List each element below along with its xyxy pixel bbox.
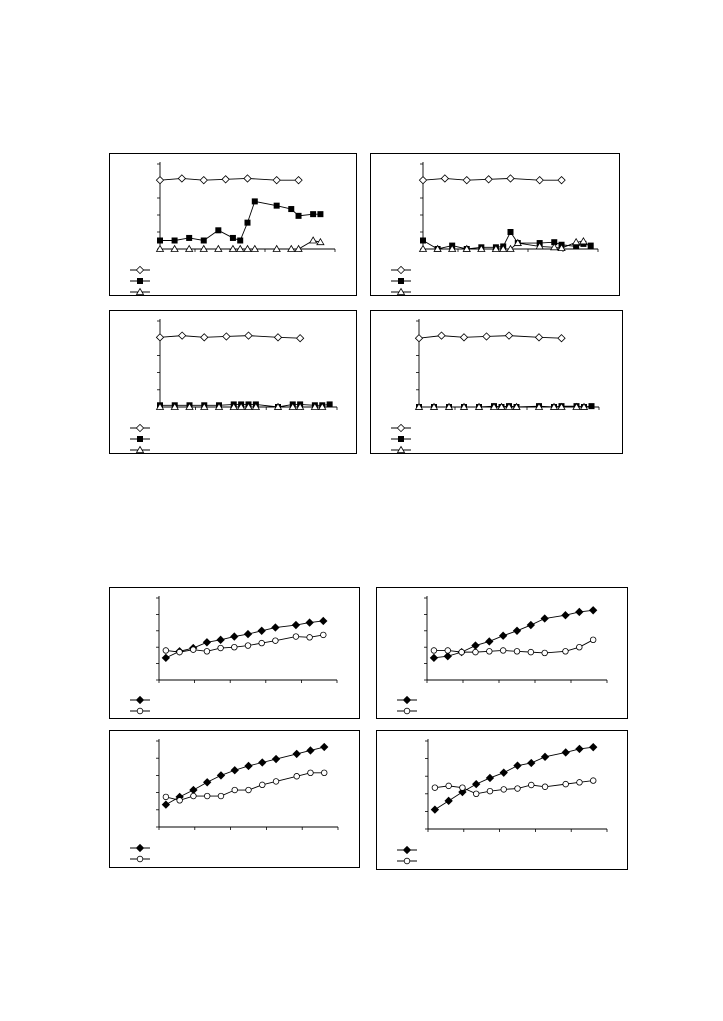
chart-5-series-2-point <box>163 648 169 654</box>
chart-7-series-2-point <box>163 794 169 800</box>
chart-4-series-1-point <box>415 335 422 342</box>
chart-6-series-1-point <box>562 612 569 619</box>
chart-7-series-1-point <box>321 743 328 750</box>
chart-7-series-1-point <box>217 772 224 779</box>
chart-4-series-1-point <box>483 333 490 340</box>
chart-2-legend-marker-3 <box>398 289 405 295</box>
chart-2-series-1-point <box>419 177 426 184</box>
chart-6-series-1-point <box>576 608 583 615</box>
chart-3-series-1-point <box>274 334 281 341</box>
chart-1-series-3-point <box>288 246 295 252</box>
chart-1-series-2-point <box>157 238 163 244</box>
chart-8-series-2-point <box>446 783 452 789</box>
chart-1-series-1-point <box>222 176 229 183</box>
chart-1-series-2-point <box>201 238 207 244</box>
chart-2-series-1-point <box>558 177 565 184</box>
chart-7-series-1-point <box>204 779 211 786</box>
chart-1-series-3-point <box>251 246 258 252</box>
chart-6-series-2-point <box>542 650 548 656</box>
chart-8-series-2-point <box>563 781 569 787</box>
chart-3-series-1-point <box>156 334 163 341</box>
chart-1-series-3-point <box>200 246 207 252</box>
chart-1-series-1-point <box>295 177 302 184</box>
chart-4-legend-marker-2 <box>398 436 404 442</box>
chart-5-series-1-point <box>231 633 238 640</box>
chart-1-series-3-point <box>244 246 251 252</box>
chart-6-series-2-point <box>577 644 583 650</box>
chart-6-series-1-point <box>500 632 507 639</box>
chart-5-series-2-point <box>245 643 251 649</box>
chart-8-series-1-point <box>486 774 493 781</box>
chart-panel-6 <box>376 587 628 719</box>
chart-6-series-2-point <box>473 649 479 655</box>
chart-8-series-1-point <box>562 749 569 756</box>
chart-3-legend-marker-3 <box>137 447 144 453</box>
chart-7-series-1-point <box>231 767 238 774</box>
chart-8-series-1-point <box>576 745 583 752</box>
chart-7-series-2-point <box>204 793 210 799</box>
chart-8-series-1-point <box>590 744 597 751</box>
chart-1-series-1-point <box>244 175 251 182</box>
chart-3-series-1-point <box>297 335 304 342</box>
chart-2-series-1-point <box>441 175 448 182</box>
chart-7-series-1-point <box>190 786 197 793</box>
chart-3-series-1-point <box>245 332 252 339</box>
chart-panel-2 <box>370 153 620 296</box>
chart-8-svg <box>377 731 629 871</box>
chart-7-series-2-point <box>273 779 279 785</box>
chart-7-svg <box>110 731 361 869</box>
chart-7-series-2-point <box>191 793 197 799</box>
chart-3-legend-marker-1 <box>136 424 143 431</box>
chart-1-series-3-point <box>310 237 317 243</box>
chart-5-series-2-line <box>166 635 323 652</box>
chart-panel-5 <box>109 587 360 719</box>
chart-4-series-1-point <box>460 334 467 341</box>
chart-2-svg <box>371 154 621 297</box>
chart-3-series-2-point <box>327 401 333 407</box>
chart-2-legend-marker-1 <box>397 266 404 273</box>
chart-6-svg <box>377 588 629 720</box>
chart-8-series-1-point <box>473 781 480 788</box>
chart-1-series-3-point <box>215 246 222 252</box>
chart-8-series-1-point <box>528 759 535 766</box>
chart-7-series-2-line <box>166 773 324 801</box>
chart-1-series-3-point <box>186 246 193 252</box>
chart-8-series-2-point <box>501 787 507 793</box>
chart-7-series-2-point <box>218 793 224 799</box>
chart-8-series-2-point <box>487 788 493 794</box>
chart-6-series-2-point <box>528 649 534 655</box>
chart-8-legend-marker-2 <box>404 858 410 864</box>
chart-2-legend-marker-2 <box>398 278 404 284</box>
chart-1-series-2-point <box>274 203 280 209</box>
chart-1-series-2-point <box>252 198 258 204</box>
chart-3-series-1-point <box>223 333 230 340</box>
chart-1-series-2-point <box>230 235 236 241</box>
chart-5-series-2-point <box>273 638 279 644</box>
chart-5-series-1-point <box>292 621 299 628</box>
chart-4-legend-marker-3 <box>398 447 405 453</box>
chart-1-legend-marker-3 <box>137 289 144 295</box>
chart-1-series-2-point <box>186 235 192 241</box>
chart-3-legend-marker-2 <box>137 436 143 442</box>
chart-7-series-1-point <box>162 801 169 808</box>
chart-panel-8 <box>376 730 628 870</box>
chart-7-series-1-point <box>245 762 252 769</box>
chart-7-series-2-point <box>294 773 300 779</box>
chart-3-svg <box>110 311 358 455</box>
chart-6-series-1-point <box>472 642 479 649</box>
chart-4-series-1-point <box>535 334 542 341</box>
chart-6-series-1-point <box>590 607 597 614</box>
chart-8-series-2-point <box>432 785 438 791</box>
chart-8-legend-marker-1 <box>403 846 410 853</box>
chart-6-legend-marker-2 <box>404 708 410 714</box>
chart-7-series-2-point <box>308 770 314 776</box>
chart-6-series-1-point <box>486 638 493 645</box>
chart-1-series-3-point <box>171 246 178 252</box>
chart-7-legend-marker-1 <box>136 844 143 851</box>
chart-6-series-1-point <box>430 654 437 661</box>
chart-6-series-1-point <box>444 653 451 660</box>
chart-6-series-2-point <box>431 648 437 654</box>
chart-4-svg <box>371 311 624 455</box>
chart-5-series-2-point <box>218 645 224 651</box>
chart-6-series-1-point <box>513 627 520 634</box>
chart-1-series-3-point <box>237 246 244 252</box>
chart-7-series-2-point <box>232 787 238 793</box>
chart-5-series-1-point <box>272 624 279 631</box>
chart-6-series-2-point <box>563 649 569 655</box>
chart-8-series-1-point <box>431 806 438 813</box>
chart-1-series-3-point <box>295 246 302 252</box>
chart-panel-7 <box>109 730 360 868</box>
chart-5-series-1-point <box>306 619 313 626</box>
chart-3-series-1-point <box>179 332 186 339</box>
chart-8-series-2-point <box>528 782 534 788</box>
chart-7-series-1-point <box>259 759 266 766</box>
chart-8-series-2-point <box>473 791 479 797</box>
chart-1-series-2-point <box>237 238 243 244</box>
chart-2-series-1-point <box>485 176 492 183</box>
chart-8-series-1-point <box>541 753 548 760</box>
chart-5-series-2-point <box>204 649 210 655</box>
chart-8-series-1-point <box>514 762 521 769</box>
chart-1-series-2-point <box>317 211 323 217</box>
chart-7-series-1-point <box>272 755 279 762</box>
chart-2-series-2-point <box>420 238 426 244</box>
chart-5-legend-marker-2 <box>137 708 143 714</box>
chart-2-series-1-point <box>507 175 514 182</box>
chart-7-series-2-point <box>246 787 252 793</box>
chart-2-series-3-point <box>580 238 587 244</box>
chart-7-series-2-point <box>259 782 265 788</box>
chart-5-svg <box>110 588 361 720</box>
chart-4-series-1-point <box>505 332 512 339</box>
chart-7-series-1-point <box>293 750 300 757</box>
chart-6-series-2-point <box>445 648 451 654</box>
chart-8-series-1-line <box>435 747 593 809</box>
chart-panel-1 <box>109 153 357 296</box>
chart-1-series-3-point <box>273 246 280 252</box>
chart-panel-4 <box>370 310 623 454</box>
chart-8-series-1-point <box>500 769 507 776</box>
chart-4-series-2-point <box>589 403 595 409</box>
chart-5-series-1-point <box>258 627 265 634</box>
chart-1-legend-marker-2 <box>137 278 143 284</box>
chart-5-series-1-point <box>203 639 210 646</box>
chart-1-svg <box>110 154 358 297</box>
chart-8-series-2-point <box>590 778 596 784</box>
chart-1-series-1-point <box>200 177 207 184</box>
chart-6-series-1-point <box>541 615 548 622</box>
chart-1-series-2-point <box>245 220 251 226</box>
chart-5-series-2-point <box>190 647 196 653</box>
chart-7-series-2-point <box>177 798 183 804</box>
chart-5-series-2-point <box>321 632 327 638</box>
chart-7-series-2-point <box>321 770 327 776</box>
chart-5-series-1-point <box>244 630 251 637</box>
chart-6-series-2-point <box>487 649 493 655</box>
chart-8-series-2-point <box>542 784 548 790</box>
chart-2-series-3-point <box>420 246 427 252</box>
chart-4-legend-marker-1 <box>397 424 404 431</box>
chart-5-series-2-point <box>307 635 313 641</box>
chart-7-series-1-line <box>166 747 324 805</box>
chart-5-legend-marker-1 <box>136 696 143 703</box>
chart-panel-3 <box>109 310 357 454</box>
chart-8-series-1-point <box>445 797 452 804</box>
chart-6-series-2-point <box>459 649 465 655</box>
chart-2-series-2-point <box>588 243 594 249</box>
chart-6-series-2-point <box>590 637 596 643</box>
chart-8-series-2-point <box>577 780 583 786</box>
chart-6-series-2-point <box>514 649 520 655</box>
chart-6-legend-marker-1 <box>403 696 410 703</box>
chart-5-series-2-point <box>259 640 265 646</box>
chart-5-series-1-point <box>320 617 327 624</box>
chart-5-series-1-point <box>162 654 169 661</box>
chart-1-series-3-point <box>157 246 164 252</box>
chart-1-series-1-point <box>178 175 185 182</box>
chart-2-series-1-point <box>463 177 470 184</box>
chart-6-series-1-point <box>527 621 534 628</box>
chart-5-series-2-point <box>293 634 299 640</box>
chart-5-series-1-line <box>166 621 323 658</box>
chart-5-series-2-point <box>177 649 183 655</box>
chart-4-series-1-point <box>438 332 445 339</box>
chart-1-series-2-line <box>160 201 320 240</box>
chart-7-series-1-point <box>307 747 314 754</box>
chart-1-series-2-point <box>172 238 178 244</box>
chart-8-series-2-point <box>515 786 521 792</box>
chart-1-series-2-point <box>215 227 221 233</box>
chart-1-series-2-point <box>296 213 302 219</box>
chart-3-series-1-point <box>201 334 208 341</box>
chart-1-series-3-point <box>229 246 236 252</box>
chart-1-series-2-point <box>310 211 316 217</box>
chart-6-series-2-line <box>434 640 593 653</box>
chart-7-legend-marker-2 <box>137 856 143 862</box>
chart-1-legend-marker-1 <box>136 266 143 273</box>
chart-2-series-3-point <box>507 246 514 252</box>
chart-1-series-1-point <box>156 177 163 184</box>
chart-4-series-1-point <box>558 335 565 342</box>
chart-6-series-2-point <box>500 648 506 654</box>
chart-5-series-1-point <box>217 636 224 643</box>
chart-1-series-2-point <box>288 206 294 212</box>
chart-2-series-1-point <box>536 177 543 184</box>
chart-2-series-2-point <box>508 229 514 235</box>
chart-5-series-2-point <box>232 644 238 650</box>
chart-8-series-2-point <box>460 785 466 791</box>
chart-1-series-1-point <box>273 177 280 184</box>
